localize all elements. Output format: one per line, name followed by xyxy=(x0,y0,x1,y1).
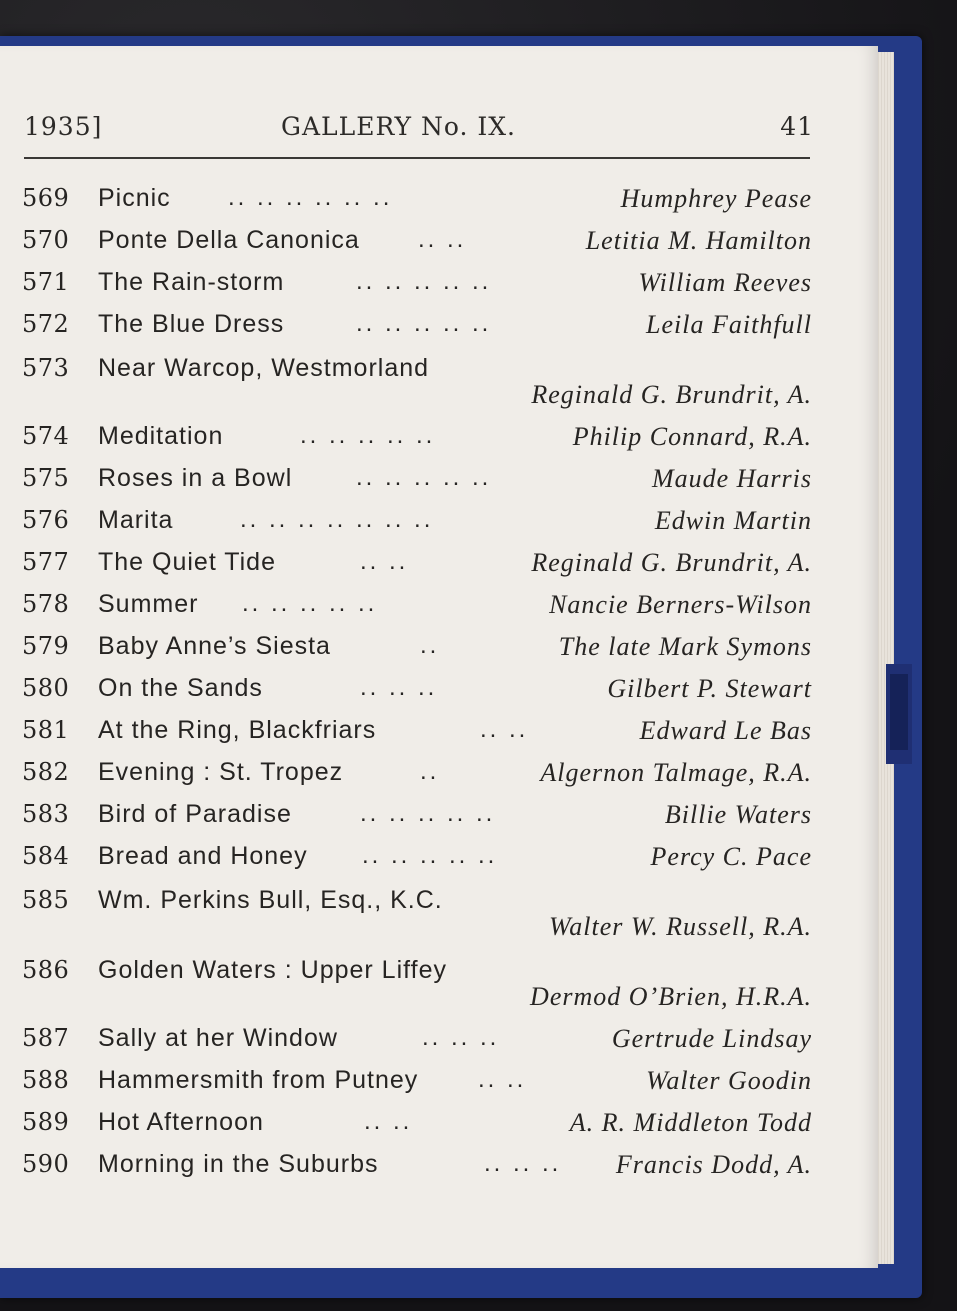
entry-number: 586 xyxy=(22,956,70,984)
leader-dots: .. .. .. .. .. xyxy=(242,590,378,617)
entry-number: 583 xyxy=(22,800,70,828)
entry-title: On the Sands xyxy=(98,674,263,702)
list-item xyxy=(0,632,878,672)
leader-dots: .. .. .. .. .. xyxy=(356,310,492,337)
entry-number: 576 xyxy=(22,506,70,534)
entry-number: 582 xyxy=(22,758,70,786)
entry-artist: Francis Dodd, A. xyxy=(615,1150,812,1179)
entry-artist: The late Mark Symons xyxy=(558,632,812,661)
gallery-title: GALLERY No. IX. xyxy=(281,112,516,141)
entry-artist: Dermod O’Brien, H.R.A. xyxy=(530,982,812,1011)
entry-title: Bread and Honey xyxy=(98,842,308,870)
leader-dots: .. .. xyxy=(480,716,529,743)
list-item xyxy=(0,886,878,956)
entry-number: 580 xyxy=(22,674,70,702)
leader-dots: .. .. .. .. .. xyxy=(356,464,492,491)
entry-number: 578 xyxy=(22,590,70,618)
entry-title: Marita xyxy=(98,506,174,534)
entry-title: Sally at her Window xyxy=(98,1024,338,1052)
entry-title: At the Ring, Blackfriars xyxy=(98,716,377,744)
ribbon-bookmark-tab xyxy=(890,674,908,750)
entry-number: 577 xyxy=(22,548,70,576)
entry-artist: Nancie Berners-Wilson xyxy=(549,590,812,619)
header-year: 1935] xyxy=(24,112,103,141)
leader-dots: .. .. xyxy=(418,226,467,253)
leader-dots: .. .. xyxy=(360,548,409,575)
list-item xyxy=(0,842,878,882)
list-item xyxy=(0,956,878,1026)
entry-artist: Billie Waters xyxy=(664,800,812,829)
entry-artist: Reginald G. Brundrit, A. xyxy=(531,380,812,409)
entry-number: 570 xyxy=(22,226,70,254)
list-item xyxy=(0,184,878,224)
leader-dots: .. .. .. .. .. .. .. xyxy=(240,506,434,533)
entry-title: Near Warcop, Westmorland xyxy=(98,354,430,382)
leader-dots: .. .. .. xyxy=(360,674,438,701)
entry-title: Hammersmith from Putney xyxy=(98,1066,419,1094)
list-item xyxy=(0,674,878,714)
entry-number: 579 xyxy=(22,632,70,660)
list-item xyxy=(0,1024,878,1064)
entry-title: Evening : St. Tropez xyxy=(98,758,344,786)
entry-title: Ponte Della Canonica xyxy=(98,226,360,254)
entry-artist: Philip Connard, R.A. xyxy=(572,422,812,451)
entry-title: Picnic xyxy=(98,184,171,212)
entry-artist: Maude Harris xyxy=(651,464,812,493)
list-item xyxy=(0,354,878,424)
leader-dots: .. .. .. xyxy=(422,1024,500,1051)
list-item xyxy=(0,590,878,630)
entry-title: Bird of Paradise xyxy=(98,800,292,828)
entry-title: The Quiet Tide xyxy=(98,548,276,576)
entry-number: 575 xyxy=(22,464,70,492)
entry-title: Roses in a Bowl xyxy=(98,464,293,492)
entry-artist: A. R. Middleton Todd xyxy=(569,1108,812,1137)
list-item xyxy=(0,226,878,266)
list-item xyxy=(0,422,878,462)
entry-artist: Letitia M. Hamilton xyxy=(585,226,812,255)
list-item xyxy=(0,268,878,308)
entry-artist: Humphrey Pease xyxy=(620,184,812,213)
entry-title: Baby Anne’s Siesta xyxy=(98,632,331,660)
entry-number: 571 xyxy=(22,268,70,296)
entry-artist: Walter W. Russell, R.A. xyxy=(548,912,812,941)
page-number: 41 xyxy=(780,112,814,141)
entry-title: Morning in the Suburbs xyxy=(98,1150,379,1178)
list-item xyxy=(0,1108,878,1148)
leader-dots: .. .. .. xyxy=(484,1150,562,1177)
entry-number: 572 xyxy=(22,310,70,338)
entry-title: Hot Afternoon xyxy=(98,1108,264,1136)
entry-title: Summer xyxy=(98,590,199,618)
leader-dots: .. .. .. .. .. .. xyxy=(228,184,393,211)
list-item xyxy=(0,1150,878,1190)
list-item xyxy=(0,800,878,840)
leader-dots: .. .. xyxy=(478,1066,527,1093)
list-item xyxy=(0,506,878,546)
list-item xyxy=(0,310,878,350)
entry-number: 584 xyxy=(22,842,70,870)
entry-title: Wm. Perkins Bull, Esq., K.C. xyxy=(98,886,443,914)
entry-artist: William Reeves xyxy=(638,268,812,297)
entry-number: 588 xyxy=(22,1066,70,1094)
list-item xyxy=(0,548,878,588)
entry-number: 573 xyxy=(22,354,70,382)
entry-artist: Reginald G. Brundrit, A. xyxy=(531,548,812,577)
entry-artist: Leila Faithfull xyxy=(646,310,812,339)
entry-artist: Edwin Martin xyxy=(654,506,812,535)
entry-title: The Blue Dress xyxy=(98,310,285,338)
list-item xyxy=(0,758,878,798)
entry-artist: Algernon Talmage, R.A. xyxy=(540,758,812,787)
leader-dots: .. xyxy=(420,758,440,785)
entry-number: 587 xyxy=(22,1024,70,1052)
list-item xyxy=(0,1066,878,1106)
entry-artist: Gertrude Lindsay xyxy=(611,1024,812,1053)
entry-artist: Percy C. Pace xyxy=(650,842,812,871)
leader-dots: .. .. .. .. .. xyxy=(300,422,436,449)
entry-title: Golden Waters : Upper Liffey xyxy=(98,956,447,984)
entry-artist: Gilbert P. Stewart xyxy=(607,674,812,703)
leader-dots: .. .. xyxy=(364,1108,413,1135)
leader-dots: .. .. .. .. .. xyxy=(360,800,496,827)
entry-number: 569 xyxy=(22,184,70,212)
entry-number: 581 xyxy=(22,716,70,744)
leader-dots: .. .. .. .. .. xyxy=(356,268,492,295)
entry-artist: Walter Goodin xyxy=(646,1066,812,1095)
entry-title: The Rain-storm xyxy=(98,268,285,296)
entry-title: Meditation xyxy=(98,422,224,450)
list-item xyxy=(0,716,878,756)
entry-number: 590 xyxy=(22,1150,70,1178)
list-item xyxy=(0,464,878,504)
entry-number: 585 xyxy=(22,886,70,914)
entry-artist: Edward Le Bas xyxy=(639,716,812,745)
entry-number: 574 xyxy=(22,422,70,450)
entry-number: 589 xyxy=(22,1108,70,1136)
leader-dots: .. xyxy=(420,632,440,659)
leader-dots: .. .. .. .. .. xyxy=(362,842,498,869)
